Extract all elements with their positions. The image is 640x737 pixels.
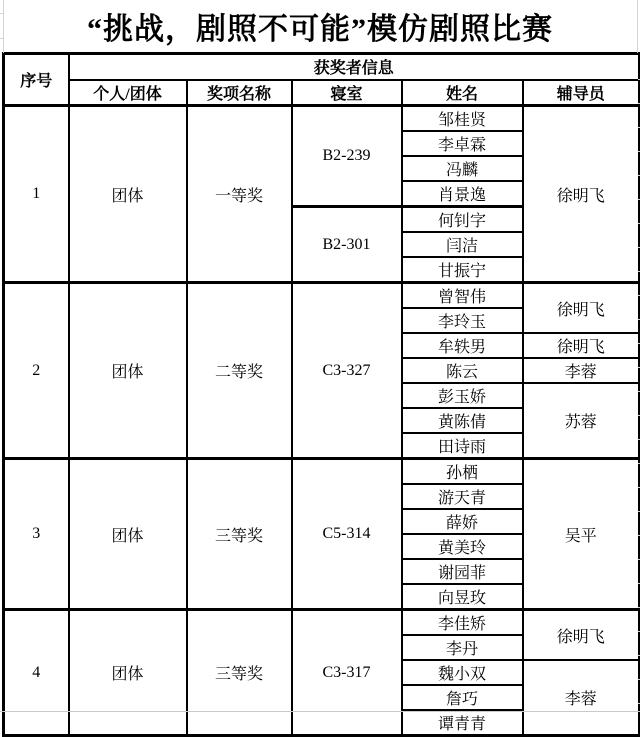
column-header-type: 个人/团体 bbox=[69, 80, 187, 106]
name-cell: 李佳矫 bbox=[402, 610, 523, 636]
serial-cell: 2 bbox=[4, 283, 69, 459]
serial-cell: 4 bbox=[4, 610, 69, 736]
name-cell: 谢园菲 bbox=[402, 559, 523, 584]
spreadsheet-gridline bbox=[0, 38, 3, 39]
room-cell: C3-327 bbox=[292, 283, 402, 459]
spreadsheet-gridline bbox=[3, 0, 4, 53]
room-cell: C3-317 bbox=[292, 610, 402, 736]
name-cell: 游天青 bbox=[402, 484, 523, 509]
counselor-cell: 徐明飞 bbox=[523, 283, 640, 334]
name-cell: 彭玉娇 bbox=[402, 383, 523, 408]
serial-cell: 1 bbox=[4, 106, 69, 283]
name-cell: 冯麟 bbox=[402, 156, 523, 181]
name-cell: 田诗雨 bbox=[402, 433, 523, 459]
award-cell: 三等奖 bbox=[187, 459, 292, 610]
group-header-winner-info: 获奖者信息 bbox=[69, 54, 640, 80]
name-cell: 薛娇 bbox=[402, 509, 523, 534]
column-header-dorm: 寝室 bbox=[292, 80, 402, 106]
column-header-name: 姓名 bbox=[402, 80, 523, 106]
column-header-serial: 序号 bbox=[4, 54, 69, 106]
counselor-cell: 苏蓉 bbox=[523, 383, 640, 459]
type-cell: 团体 bbox=[69, 283, 187, 459]
name-cell: 黄陈倩 bbox=[402, 408, 523, 433]
award-cell: 二等奖 bbox=[187, 283, 292, 459]
name-cell: 魏小双 bbox=[402, 660, 523, 685]
room-cell: B2-301 bbox=[292, 207, 402, 283]
name-cell: 李卓霖 bbox=[402, 131, 523, 156]
counselor-cell: 徐明飞 bbox=[523, 610, 640, 661]
name-cell: 李丹 bbox=[402, 635, 523, 660]
awards-table bbox=[2, 52, 640, 737]
counselor-cell: 吴平 bbox=[523, 459, 640, 610]
name-cell: 李玲玉 bbox=[402, 308, 523, 333]
spreadsheet-gridline bbox=[0, 711, 640, 712]
name-cell: 何钊字 bbox=[402, 207, 523, 233]
name-cell: 牟轶男 bbox=[402, 333, 523, 358]
counselor-cell: 李蓉 bbox=[523, 660, 640, 736]
serial-cell: 3 bbox=[4, 459, 69, 610]
name-cell: 黄美玲 bbox=[402, 534, 523, 559]
column-header-counselor: 辅导员 bbox=[523, 80, 640, 106]
page-title: “挑战，剧照不可能”模仿剧照比赛 bbox=[87, 13, 553, 46]
name-cell: 邹桂贤 bbox=[402, 106, 523, 132]
spreadsheet-gridline bbox=[637, 0, 638, 53]
type-cell: 团体 bbox=[69, 459, 187, 610]
type-cell: 团体 bbox=[69, 106, 187, 283]
room-cell: C5-314 bbox=[292, 459, 402, 610]
name-cell: 甘振宁 bbox=[402, 257, 523, 283]
name-cell: 向昱玫 bbox=[402, 584, 523, 610]
type-cell: 团体 bbox=[69, 610, 187, 736]
name-cell: 闫洁 bbox=[402, 232, 523, 257]
name-cell: 陈云 bbox=[402, 358, 523, 383]
name-cell: 詹巧 bbox=[402, 685, 523, 710]
award-cell: 一等奖 bbox=[187, 106, 292, 283]
name-cell: 孙栖 bbox=[402, 459, 523, 485]
counselor-cell: 李蓉 bbox=[523, 358, 640, 383]
name-cell: 谭青青 bbox=[402, 710, 523, 736]
room-cell: B2-239 bbox=[292, 106, 402, 207]
column-header-award: 奖项名称 bbox=[187, 80, 292, 106]
counselor-cell: 徐明飞 bbox=[523, 106, 640, 283]
spreadsheet-gridline bbox=[0, 13, 3, 14]
name-cell: 肖景逸 bbox=[402, 181, 523, 207]
counselor-cell: 徐明飞 bbox=[523, 333, 640, 358]
award-cell: 三等奖 bbox=[187, 610, 292, 736]
name-cell: 曾智伟 bbox=[402, 283, 523, 309]
